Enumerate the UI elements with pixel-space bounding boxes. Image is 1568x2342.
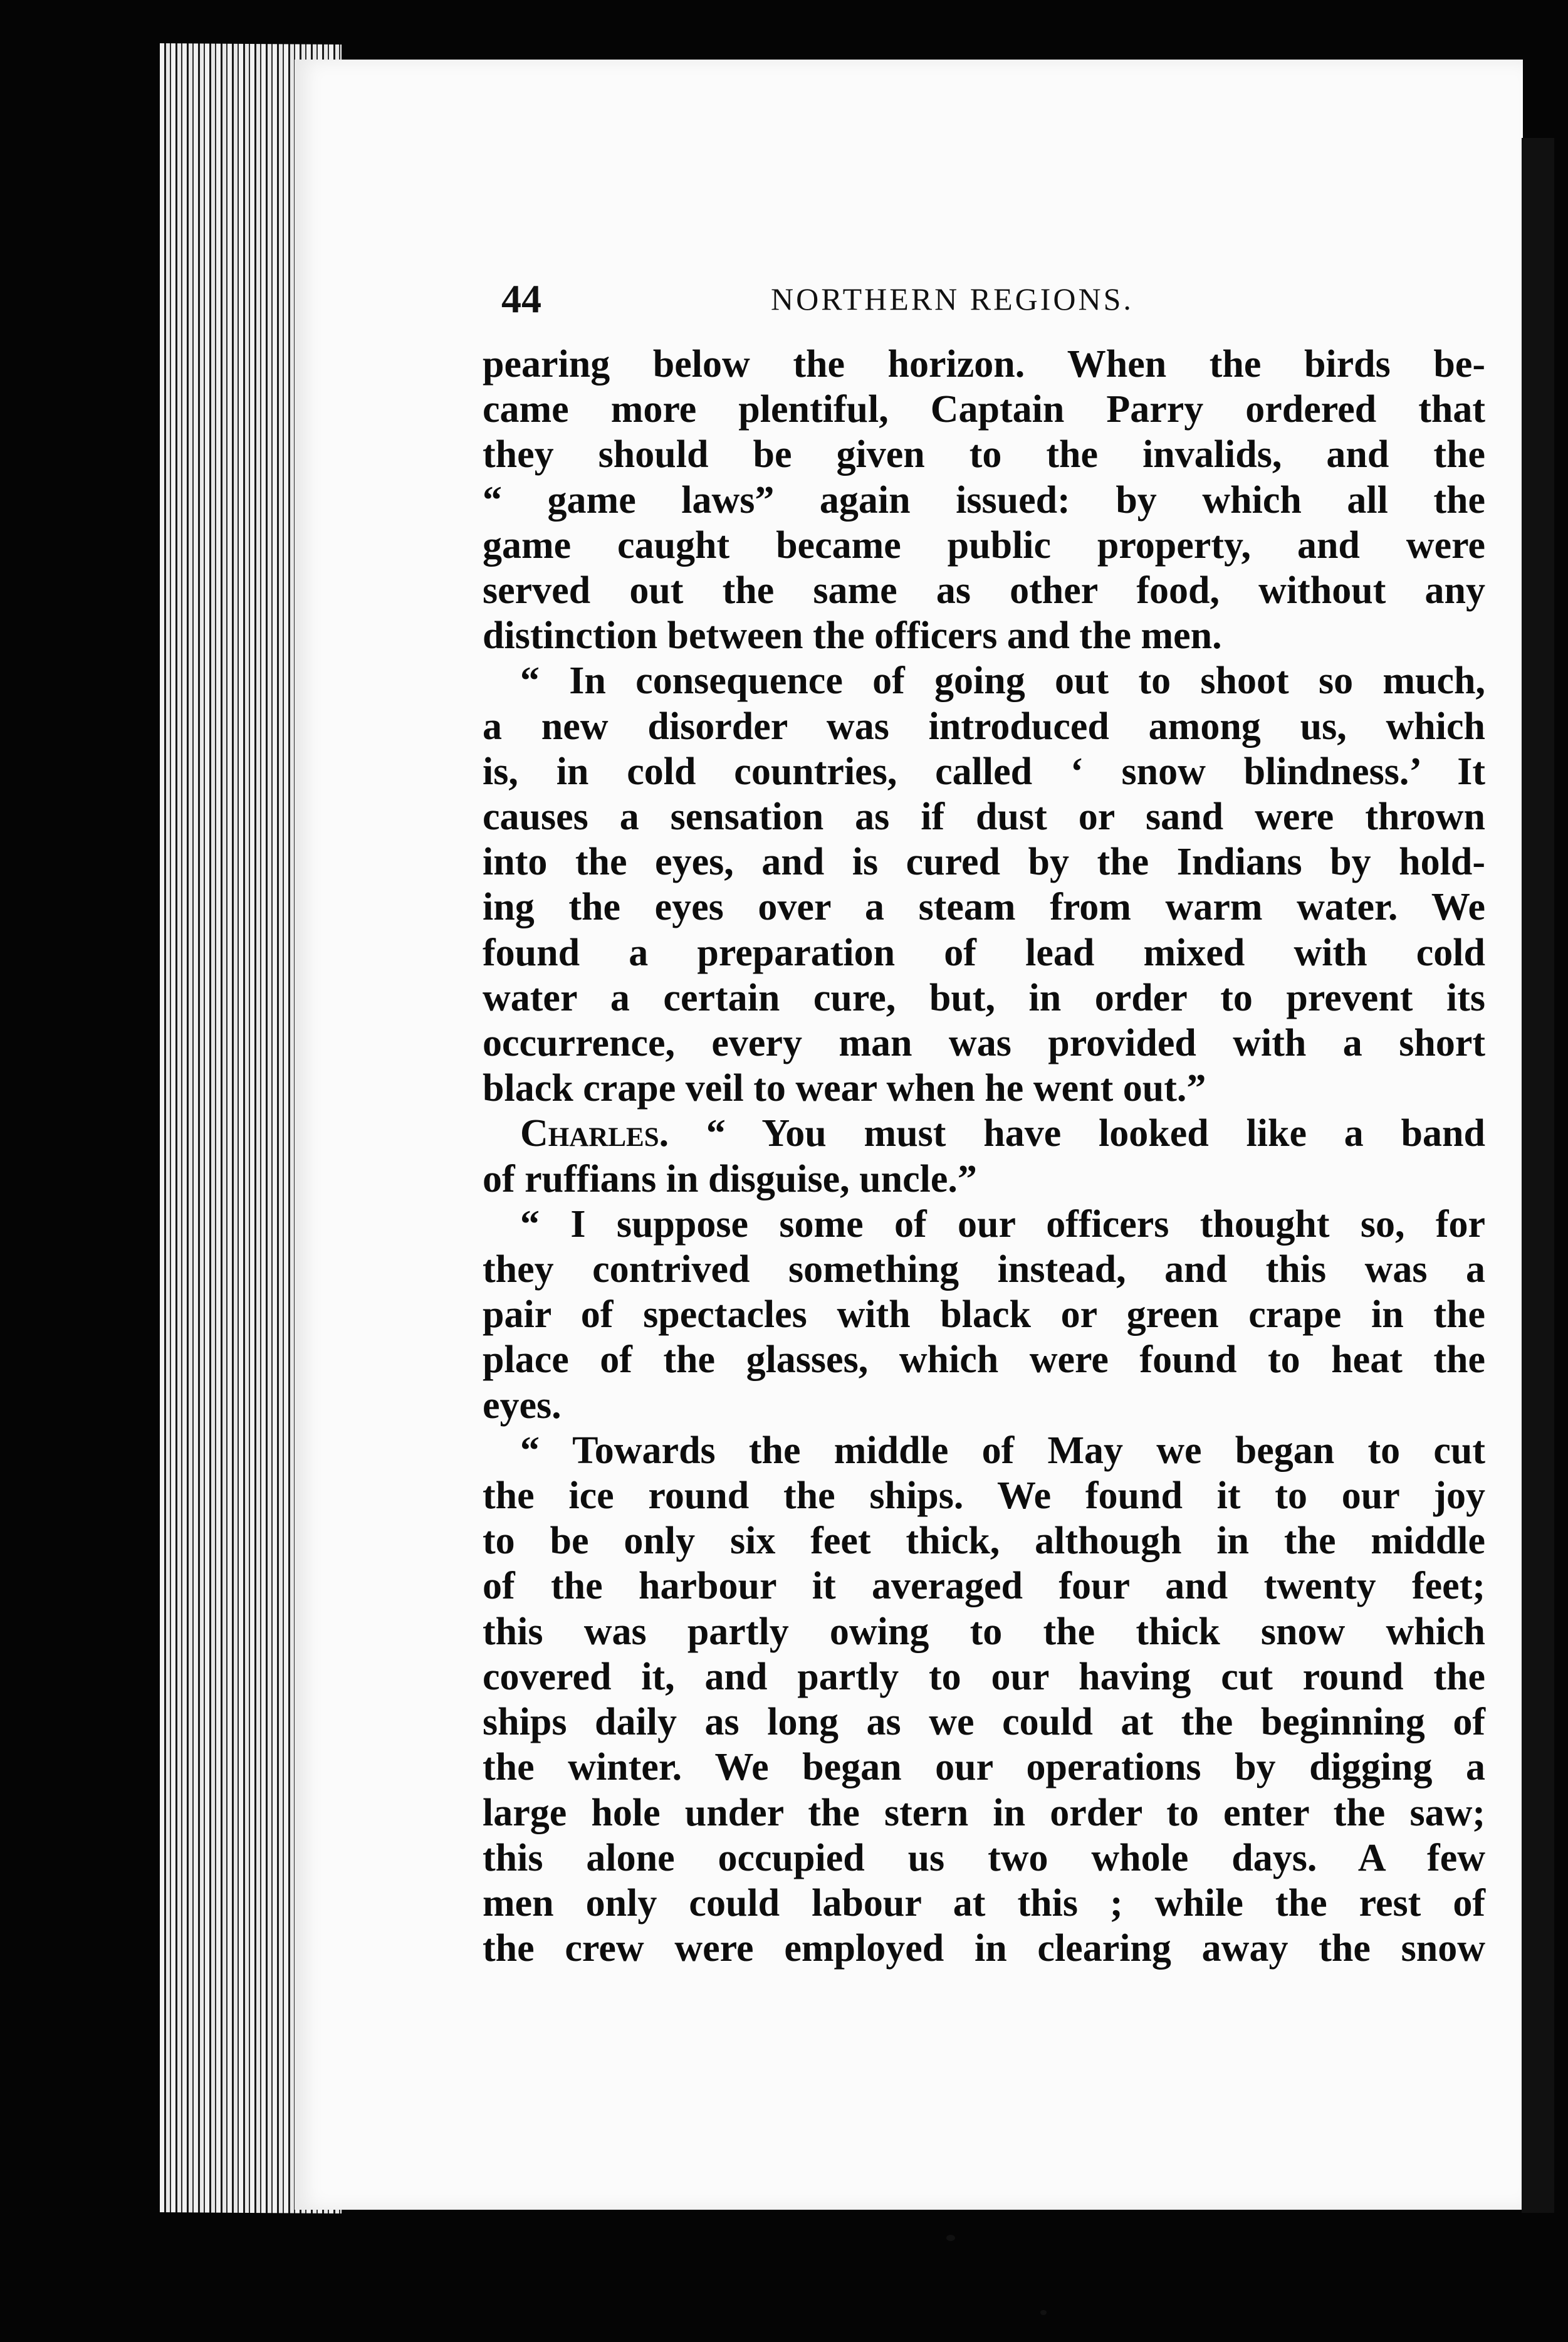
text-line: of ruffians in disguise, uncle.” [483, 1157, 977, 1200]
text-line: men only could labour at this ; while the rest of [483, 1881, 1485, 1925]
text-line: pair of spectacles with black or green crape in the [483, 1293, 1485, 1336]
dialogue-line [483, 1111, 1485, 1156]
ink-speck [946, 2235, 955, 2241]
text-line: into the eyes, and is cured by the Indians by hold- [483, 841, 1485, 884]
text-line: is, in cold countries, called ‘ snow blindness.’ It [483, 750, 1485, 793]
page-number: 44 [501, 276, 541, 321]
text-line: the winter. We began our operations by digging a [483, 1746, 1485, 1789]
page [295, 60, 1523, 2210]
text-line: causes a sensation as if dust or sand were thrown [483, 796, 1485, 839]
text-line: to be only six feet thick, although in the middle [483, 1520, 1485, 1563]
running-head: NORTHERN REGIONS. [771, 281, 1134, 317]
text-line: a new disorder was introduced among us, which [483, 705, 1485, 748]
text-line: large hole under the stern in order to enter the saw; [483, 1791, 1485, 1834]
text-line: this alone occupied us two whole days. A few [483, 1836, 1485, 1879]
text-line: “ game laws” again issued: by which all the [483, 478, 1485, 522]
text-line: “ I suppose some of our officers thought so, for [520, 1202, 1485, 1246]
text-line: game caught became public property, and were [483, 523, 1485, 567]
text-line: ing the eyes over a steam from warm water. We [483, 886, 1485, 929]
ink-speck [1040, 2310, 1047, 2315]
text-line: came more plentiful, Captain Parry ordered that [483, 388, 1485, 431]
dialogue-text: “ You must have looked like a band [669, 1112, 1485, 1155]
text-line: served out the same as other food, without any [483, 569, 1485, 612]
text-line: black crape veil to wear when he went out.” [483, 1067, 1206, 1110]
page-header [295, 276, 1523, 332]
text-line: the ice round the ships. We found it to our joy [483, 1474, 1485, 1518]
text-line: eyes. [483, 1384, 562, 1427]
text-line: occurrence, every man was provided with a short [483, 1022, 1485, 1065]
text-line: distinction between the officers and the men. [483, 614, 1222, 658]
text-line: this was partly owing to the thick snow which [483, 1610, 1485, 1653]
binding-shadow [1522, 138, 1554, 2213]
speaker-name: Charles. [520, 1112, 669, 1155]
text-line: covered it, and partly to our having cut round the [483, 1655, 1485, 1698]
text-line: “ Towards the middle of May we began to cut [520, 1429, 1485, 1472]
text-line: of the harbour it averaged four and twenty feet; [483, 1565, 1485, 1608]
text-line: water a certain cure, but, in order to prevent its [483, 976, 1485, 1019]
text-line: they should be given to the invalids, and the [483, 433, 1485, 476]
text-line: the crew were employed in clearing away the snow [483, 1927, 1485, 1970]
body-text [483, 342, 1485, 1971]
text-line: they contrived something instead, and this was a [483, 1248, 1485, 1291]
text-line: ships daily as long as we could at the beginning of [483, 1701, 1485, 1744]
text-line: place of the glasses, which were found to heat the [483, 1338, 1485, 1382]
text-line: pearing below the horizon. When the birds be- [483, 343, 1485, 386]
text-line: found a preparation of lead mixed with cold [483, 931, 1485, 974]
text-line: “ In consequence of going out to shoot so much, [520, 659, 1485, 703]
